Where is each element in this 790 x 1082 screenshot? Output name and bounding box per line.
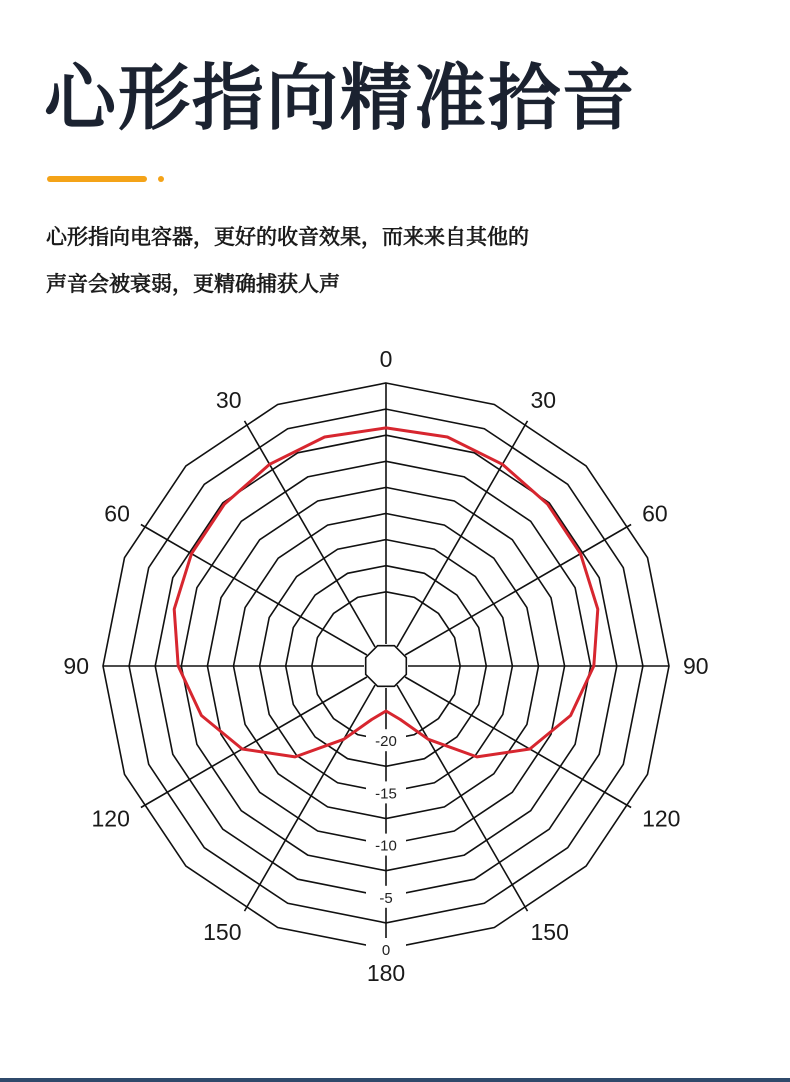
angle-label-2: 30 [215,386,242,413]
polar-spoke-7 [245,685,376,911]
angle-label-11: 180 [366,960,406,986]
angle-label-1: 30 [530,386,557,413]
accent-bar [47,176,147,182]
title-accent-line [47,176,167,184]
radial-label-2: -10 [375,837,397,855]
polar-spoke-5 [397,685,528,911]
page-title: 心形指向精准拾音 [44,56,637,140]
angle-label-8: 120 [91,805,130,832]
description-line-2: 声音会被衰弱，更精确捕获人声 [46,272,340,296]
radial-label-3: -5 [379,889,393,907]
angle-label-7: 120 [642,805,681,832]
angle-label-5: 90 [683,653,709,679]
description [46,214,746,308]
polar-spoke-11 [245,421,376,647]
polar-pattern-chart [0,340,790,1000]
angle-label-10: 150 [203,919,242,946]
accent-dot [158,176,164,182]
radial-label-0: -20 [375,733,397,751]
angle-label-3: 60 [642,500,668,527]
polar-spoke-1 [397,421,528,647]
polar-chart-svg [0,340,790,1000]
bottom-border [0,1078,790,1082]
angle-label-0: 0 [379,346,393,372]
angle-label-4: 60 [104,500,130,527]
angle-label-9: 150 [530,919,569,946]
description-line-1: 心形指向电容器，更好的收音效果，而来来自其他的 [46,225,529,249]
radial-label-4: 0 [381,942,391,959]
angle-label-6: 90 [63,653,89,679]
polar-inner-ring [366,646,407,687]
radial-label-1: -15 [375,785,397,803]
